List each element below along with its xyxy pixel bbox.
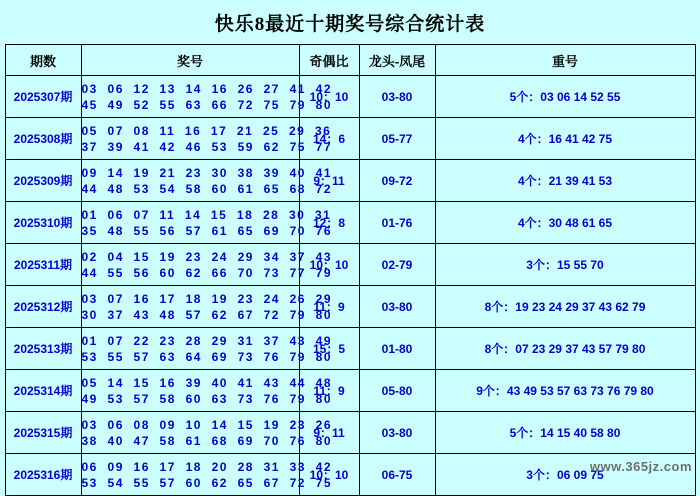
cell-repeat: 8个：07 23 29 37 43 57 79 80 [435, 328, 695, 370]
column-header-numbers: 奖号 [81, 45, 299, 76]
numbers-line-2: 30 37 43 48 57 62 67 72 79 80 [81, 307, 332, 322]
cell-odd-even-ratio: 15：5 [299, 328, 359, 370]
site-watermark: www.365jz.com [589, 459, 692, 474]
cell-period: 2025312期 [5, 286, 81, 328]
cell-head-tail: 06-75 [359, 454, 435, 496]
numbers-line-1: 03 06 08 09 10 14 15 19 23 26 [81, 417, 332, 432]
cell-repeat: 5个：14 15 40 58 80 [435, 412, 695, 454]
cell-head-tail: 05-77 [359, 118, 435, 160]
numbers-line-1: 05 07 08 11 16 17 21 25 29 36 [81, 123, 332, 138]
numbers-line-2: 37 39 41 42 46 53 59 62 75 77 [81, 139, 332, 154]
cell-odd-even-ratio: 9：11 [299, 160, 359, 202]
cell-head-tail: 03-80 [359, 286, 435, 328]
cell-period: 2025315期 [5, 412, 81, 454]
cell-odd-even-ratio: 10：10 [299, 76, 359, 118]
numbers-line-2: 44 48 53 54 58 60 61 65 68 72 [81, 181, 332, 196]
table-row [5, 160, 695, 202]
table-row [5, 328, 695, 370]
cell-odd-even-ratio: 11：9 [299, 370, 359, 412]
cell-head-tail: 01-80 [359, 328, 435, 370]
cell-odd-even-ratio: 12：8 [299, 202, 359, 244]
numbers-line-1: 02 04 15 19 23 24 29 34 37 43 [81, 249, 332, 264]
numbers-line-2: 45 49 52 55 63 66 72 75 79 80 [81, 97, 332, 112]
numbers-line-1: 03 06 12 13 14 16 26 27 41 42 [81, 81, 332, 96]
cell-repeat: 9个：43 49 53 57 63 73 76 79 80 [435, 370, 695, 412]
cell-head-tail: 03-80 [359, 412, 435, 454]
cell-period: 2025307期 [5, 76, 81, 118]
numbers-line-1: 09 14 19 21 23 30 38 39 40 41 [81, 165, 332, 180]
numbers-line-1: 01 06 07 11 14 15 18 28 30 31 [81, 207, 332, 222]
cell-odd-even-ratio: 9：11 [299, 412, 359, 454]
cell-period: 2025309期 [5, 160, 81, 202]
column-header-head-tail: 龙头-凤尾 [359, 45, 435, 76]
lottery-statistics-table [5, 44, 696, 496]
numbers-line-2: 53 55 57 63 64 69 73 76 79 80 [81, 349, 332, 364]
numbers-line-1: 03 07 16 17 18 19 23 24 26 29 [81, 291, 332, 306]
numbers-line-2: 35 48 55 56 57 61 65 69 70 76 [81, 223, 332, 238]
cell-period: 2025313期 [5, 328, 81, 370]
table-row [5, 202, 695, 244]
cell-repeat: 8个：19 23 24 29 37 43 62 79 [435, 286, 695, 328]
numbers-line-2: 49 53 57 58 60 63 73 76 79 80 [81, 391, 332, 406]
cell-repeat: 5个：03 06 14 52 55 [435, 76, 695, 118]
numbers-line-1: 05 14 15 16 39 40 41 43 44 48 [81, 375, 332, 390]
table-row [5, 286, 695, 328]
cell-odd-even-ratio: 14：6 [299, 118, 359, 160]
cell-head-tail: 02-79 [359, 244, 435, 286]
table-row [5, 118, 695, 160]
cell-repeat: 4个：30 48 61 65 [435, 202, 695, 244]
column-header-odd-even-ratio: 奇偶比 [299, 45, 359, 76]
cell-repeat: 4个：21 39 41 53 [435, 160, 695, 202]
cell-odd-even-ratio: 10：10 [299, 244, 359, 286]
table-row [5, 370, 695, 412]
numbers-line-2: 53 54 55 57 60 62 65 67 72 75 [81, 475, 332, 490]
cell-repeat: 3个：06 09 75 [435, 454, 695, 496]
column-header-repeat: 重号 [435, 45, 695, 76]
table-row [5, 76, 695, 118]
numbers-line-1: 06 09 16 17 18 20 28 31 33 42 [81, 459, 332, 474]
cell-period: 2025314期 [5, 370, 81, 412]
page-title: 快乐8最近十期奖号综合统计表 [214, 14, 486, 35]
cell-period: 2025316期 [5, 454, 81, 496]
numbers-line-2: 38 40 47 58 61 68 69 70 76 80 [81, 433, 332, 448]
cell-repeat: 3个：15 55 70 [435, 244, 695, 286]
cell-period: 2025308期 [5, 118, 81, 160]
table-header-row [5, 45, 695, 76]
cell-odd-even-ratio: 10：10 [299, 454, 359, 496]
numbers-line-1: 01 07 22 23 28 29 31 37 43 49 [81, 333, 332, 348]
cell-head-tail: 09-72 [359, 160, 435, 202]
cell-period: 2025311期 [5, 244, 81, 286]
cell-period: 2025310期 [5, 202, 81, 244]
cell-head-tail: 01-76 [359, 202, 435, 244]
cell-head-tail: 05-80 [359, 370, 435, 412]
cell-odd-even-ratio: 11：9 [299, 286, 359, 328]
cell-head-tail: 03-80 [359, 76, 435, 118]
numbers-line-2: 44 55 56 60 62 66 70 73 77 79 [81, 265, 332, 280]
table-row [5, 412, 695, 454]
column-header-period: 期数 [5, 45, 81, 76]
table-row [5, 244, 695, 286]
cell-repeat: 4个：16 41 42 75 [435, 118, 695, 160]
